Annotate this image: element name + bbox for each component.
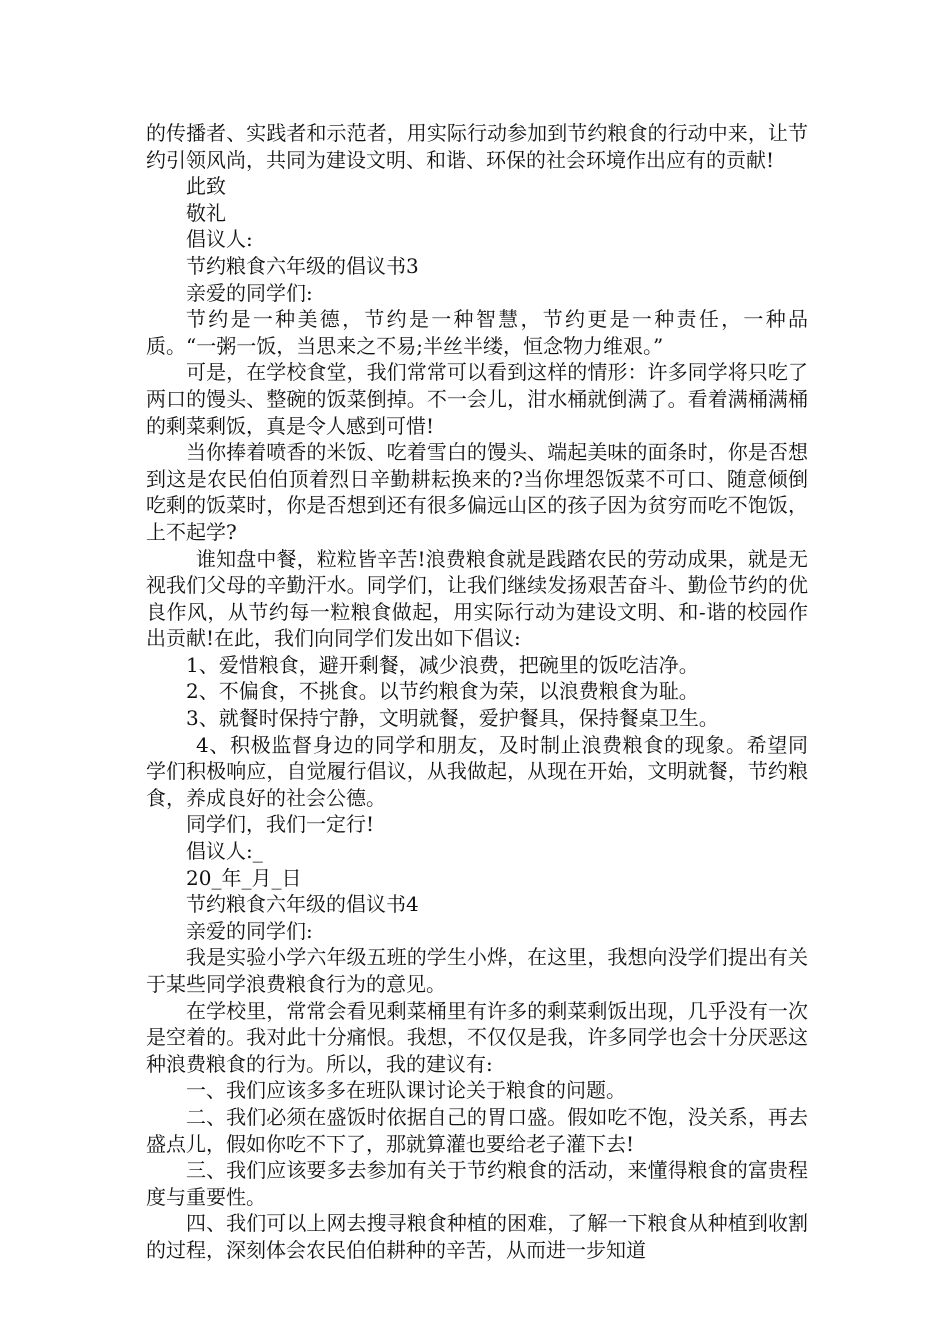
paragraph-20: 我是实验小学六年级五班的学生小烨，在这里，我想向没学们提出有关于某些同学浪费粮食行为的意见。: [146, 945, 808, 996]
section-title-3: 节约粮食六年级的倡议书3: [186, 253, 419, 278]
closing-line: 同学们，我们一定行!: [186, 812, 375, 837]
paragraph-21: 在学校里，常常会看见剩菜桶里有许多的剩菜剩饭出现，几乎没有一次是空着的。我对此十分痛恨。我想，不仅仅是我，许多同学也会十分厌恶这种浪费粮食的行为。所以，我的建议有:: [146, 998, 808, 1076]
greeting-3: 亲爱的同学们:: [186, 280, 313, 305]
list-item-2: 2、不偏食，不挑食。以节约粮食为荣，以浪费粮食为耻。: [186, 679, 699, 704]
suggestion-1: 一、我们应该多多在班队课讨论关于粮食的问题。: [186, 1078, 626, 1103]
paragraph-10: 谁知盘中餐，粒粒皆辛苦!浪费粮食就是践踏农民的劳动成果，就是无视我们父母的辛勤汗水。同学们，让我们继续发扬艰苦奋斗、勤俭节约的优良作风，从节约每一粒粮食做起，用实际行动为建设文明、和-谐的校园作出贡献!在此，我们向同学们发出如下倡议:: [146, 546, 808, 651]
signature-line: 倡议人:_: [186, 839, 263, 864]
signature-label: 倡议人:: [186, 227, 253, 252]
paragraph-7: 节约是一种美德，节约是一种智慧，节约更是一种责任，一种品质。“一粥一饭，当思来之不易;半丝半缕，恒念物力维艰。”: [146, 307, 808, 358]
suggestion-3: 三、我们应该要多去参加有关于节约粮食的活动，来懂得粮食的富贵程度与重要性。: [146, 1158, 808, 1209]
paragraph-8: 可是，在学校食堂，我们常常可以看到这样的情形：许多同学将只吃了两口的馒头、整碗的饭菜倒掉。不一会儿，泔水桶就倒满了。看着满桶满桶的剩菜剩饭，真是令人感到可惜!: [146, 360, 808, 438]
list-item-3: 3、就餐时保持宁静，文明就餐，爱护餐具，保持餐桌卫生。: [186, 706, 719, 731]
list-item-1: 1、爱惜粮食，避开剩餐，减少浪费，把碗里的饭吃洁净。: [186, 652, 699, 677]
document-body: [146, 120, 808, 1264]
list-item-4: 4、积极监督身边的同学和朋友，及时制止浪费粮食的现象。希望同学们积极响应，自觉履行倡议，从我做起，从现在开始，文明就餐，节约粮食，养成良好的社会公德。: [146, 732, 808, 810]
suggestion-4: 四、我们可以上网去搜寻粮食种植的困难，了解一下粮食从种植到收割的过程，深刻体会农民伯伯耕种的辛苦，从而进一步知道: [146, 1211, 808, 1262]
paragraph-1: 的传播者、实践者和示范者，用实际行动参加到节约粮食的行动中来，让节约引领风尚，共同为建设文明、和谐、环保的社会环境作出应有的贡献!: [146, 121, 808, 172]
paragraph-9: 当你捧着喷香的米饭、吃着雪白的馒头、端起美味的面条时，你是否想到这是农民伯伯顶着烈日辛勤耕耘换来的?当你埋怨饭菜不可口、随意倾倒吃剩的饭菜时，你是否想到还有很多偏远山区的孩子因为贫穷而吃不饱饭，上不起学?: [146, 440, 808, 544]
salutation-cizhi: 此致: [186, 174, 226, 199]
suggestion-2: 二、我们必须在盛饭时依据自己的胃口盛。假如吃不饱，没关系，再去盛点儿，假如你吃不下了，那就算灌也要给老子灌下去!: [146, 1104, 808, 1156]
greeting-4: 亲爱的同学们:: [186, 918, 313, 943]
date-line: 20_年_月_日: [186, 865, 302, 890]
section-title-4: 节约粮食六年级的倡议书4: [186, 892, 419, 917]
salutation-jingli: 敬礼: [186, 200, 226, 225]
